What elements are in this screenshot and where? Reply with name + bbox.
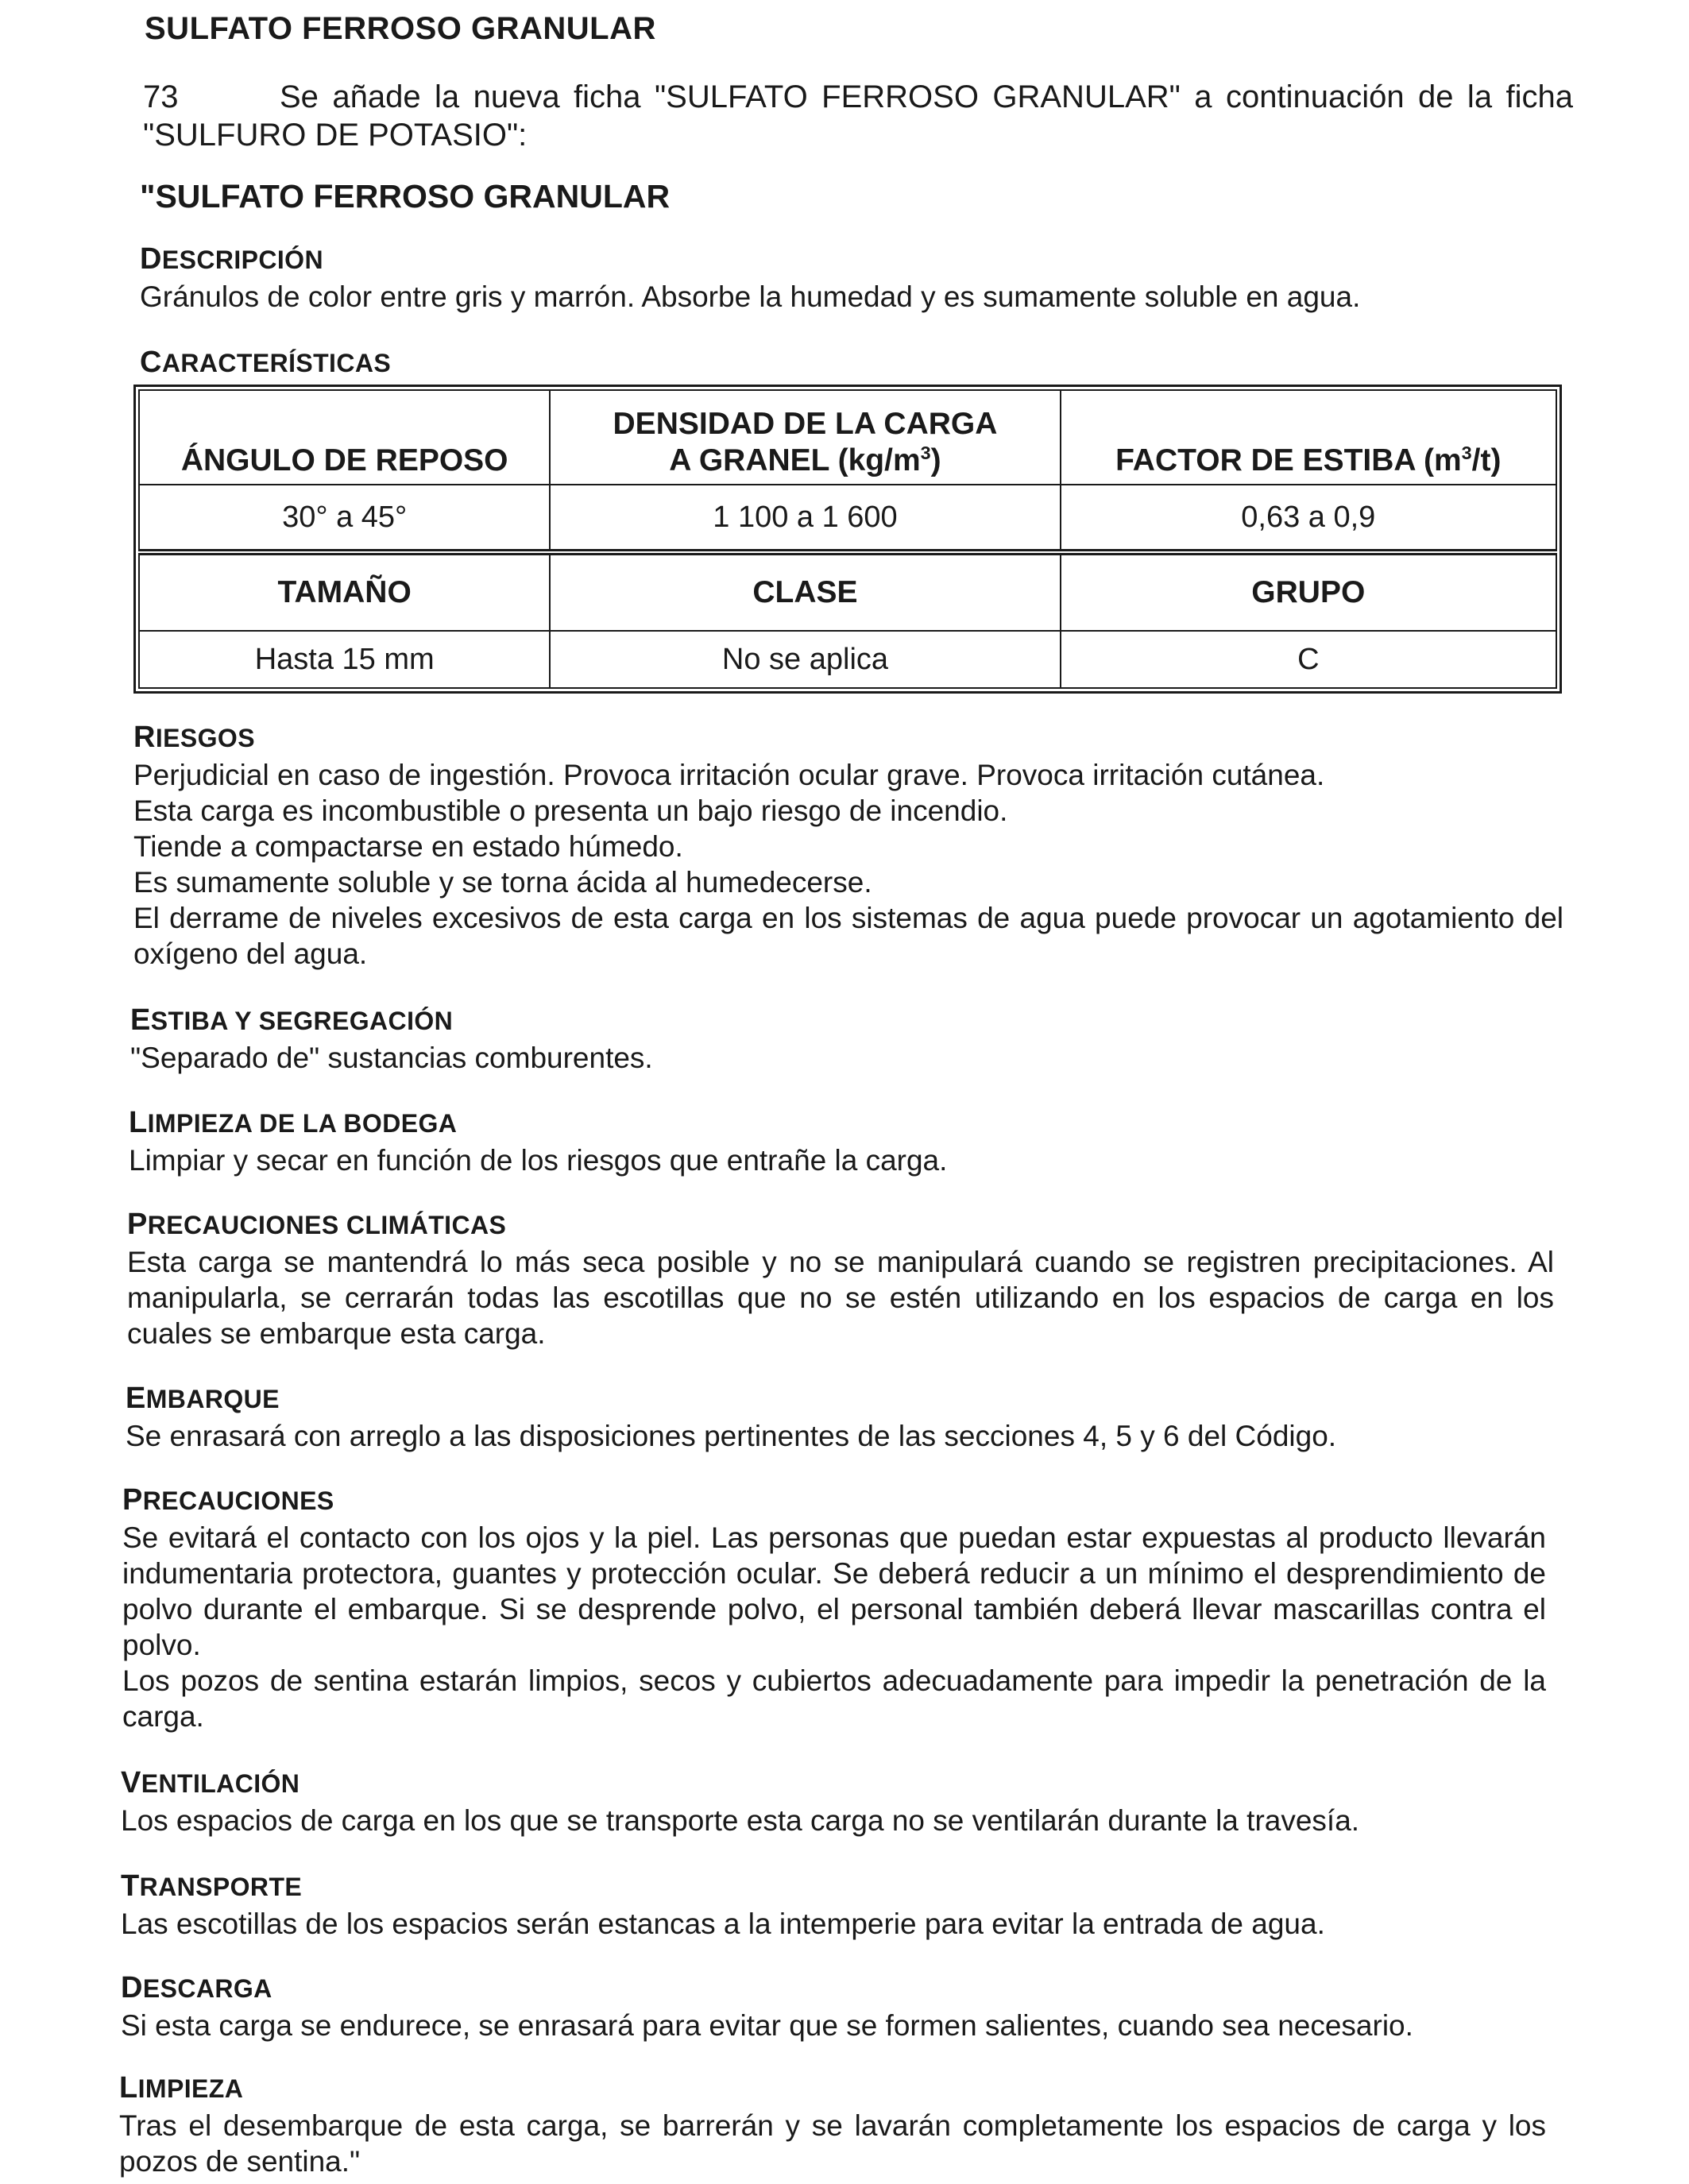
heading-rest: IMPIEZA (137, 2074, 244, 2103)
section-text: Las escotillas de los espacios serán estancas a la intemperie para evitar la entrada de agua. (121, 1908, 1325, 1940)
section-heading (119, 2072, 1546, 2105)
heading-first-letter: V (121, 1766, 141, 1799)
amendment-paragraph (143, 78, 1573, 154)
section-heading (121, 1870, 1543, 1903)
riesgo-line: Tiende a compactarse en estado húmedo. (133, 830, 683, 863)
characteristics-table (133, 385, 1562, 694)
heading-rest: STIBA Y SEGREGACIÓN (150, 1007, 454, 1035)
table-row (139, 485, 1556, 552)
section-text (122, 1520, 1546, 1734)
entry-title: "SULFATO FERROSO GRANULAR (140, 178, 671, 215)
value-densidad: 1 100 a 1 600 (550, 485, 1060, 552)
section-heading (133, 721, 1563, 754)
section-ventilacion (121, 1767, 1543, 1838)
running-head: SULFATO FERROSO GRANULAR (145, 11, 656, 46)
header-angulo-reposo: ÁNGULO DE REPOSO (139, 390, 550, 485)
table-row (139, 631, 1556, 688)
section-precauciones (122, 1484, 1546, 1734)
table-header-row (139, 552, 1556, 631)
table-header-row (139, 390, 1556, 485)
amendment-text: Se añade la nueva ficha "SULFATO FERROSO GRANULAR" a continuación de la ficha "SULFURO DE POTASIO": (143, 79, 1573, 153)
heading-rest: RECAUCIONES (142, 1486, 334, 1515)
section-estiba (130, 1004, 1552, 1076)
header-clase: CLASE (550, 552, 1060, 631)
heading-first-letter: E (126, 1382, 146, 1415)
heading-rest: ESCRIPCIÓN (161, 245, 323, 274)
section-caracteristicas (140, 346, 1562, 382)
heading-rest: ESCARGA (142, 1974, 272, 2003)
section-heading (122, 1484, 1546, 1517)
amendment-number: 73 (143, 79, 179, 114)
section-text: Los espacios de carga en los que se transporte esta carga no se ventilarán durante la travesía. (121, 1804, 1360, 1837)
section-text: Gránulos de color entre gris y marrón. Absorbe la humedad y es sumamente soluble en agua. (140, 280, 1361, 313)
heading-rest: MBARQUE (145, 1385, 280, 1413)
precaucion-paragraph: Los pozos de sentina estarán limpios, secos y cubiertos adecuadamente para impedir la penetración de la carga. (122, 1664, 1546, 1733)
heading-first-letter: L (129, 1106, 148, 1139)
section-heading (130, 1004, 1552, 1037)
value-clase: No se aplica (550, 631, 1060, 688)
heading-rest: ENTILACIÓN (141, 1769, 300, 1798)
heading-first-letter: R (133, 721, 156, 754)
heading-first-letter: C (140, 346, 162, 379)
section-text: Tras el desembarque de esta carga, se barrerán y se lavarán completamente los espacios de carga y los pozos de sentina." (119, 2109, 1546, 2178)
section-embarque (126, 1382, 1548, 1454)
section-text: Se enrasará con arreglo a las disposiciones pertinentes de las secciones 4, 5 y 6 del Código. (126, 1420, 1337, 1452)
header-densidad: DENSIDAD DE LA CARGA A GRANEL $(kg/m^3)$ (550, 390, 1060, 485)
section-heading (129, 1107, 1551, 1139)
section-text: Si esta carga se endurece, se enrasará para evitar que se formen salientes, cuando sea necesario. (121, 2009, 1413, 2042)
section-heading (121, 1972, 1543, 2004)
heading-rest: ARACTERÍSTICAS (161, 349, 392, 377)
section-text: "Separado de" sustancias comburentes. (130, 1042, 653, 1074)
heading-first-letter: P (127, 1208, 148, 1241)
heading-rest: IESGOS (155, 724, 255, 752)
heading-first-letter: L (119, 2071, 138, 2105)
value-tamano: Hasta 15 mm (139, 631, 550, 688)
header-grupo: GRUPO (1061, 552, 1556, 631)
header-factor-estiba: FACTOR DE ESTIBA $(m^3/t)$ (1061, 390, 1556, 485)
heading-first-letter: D (121, 1971, 143, 2004)
precaucion-paragraph: Se evitará el contacto con los ojos y la piel. Las personas que puedan estar expuestas al producto llevarán indumentaria protectora, guantes y protección ocular. Se deberá reducir a un mínimo el desprendimiento de polvo durante el embarque. Si se desprende polvo, el personal también deberá llevar mascarillas contra el polvo. (122, 1521, 1546, 1661)
section-text: Esta carga se mantendrá lo más seca posible y no se manipulará cuando se registren precipitaciones. Al manipularla, se cerrarán todas las escotillas que no se estén utilizando en los espacios de carga en los cuales se embarque esta carga. (127, 1246, 1554, 1350)
value-grupo: C (1061, 631, 1556, 688)
riesgo-line: El derrame de niveles excesivos de esta carga en los sistemas de agua puede provocar un agotamiento del oxígeno del agua. (133, 902, 1563, 970)
section-heading (121, 1767, 1543, 1799)
value-factor-estiba: 0,63 a 0,9 (1061, 485, 1556, 552)
section-text: Limpiar y secar en función de los riesgos que entrañe la carga. (129, 1144, 948, 1177)
heading-first-letter: P (122, 1483, 143, 1517)
header-tamano: TAMAÑO (139, 552, 550, 631)
section-limpieza (119, 2072, 1546, 2179)
section-heading (140, 243, 1562, 276)
section-riesgos (133, 721, 1563, 972)
value-angulo-reposo: 30° a 45° (139, 485, 550, 552)
heading-first-letter: D (140, 242, 162, 276)
section-descarga (121, 1972, 1543, 2043)
section-heading (127, 1208, 1554, 1241)
heading-first-letter: T (121, 1869, 140, 1903)
section-text (133, 757, 1563, 972)
section-limpieza-bodega (129, 1107, 1551, 1178)
heading-rest: RECAUCIONES CLIMÁTICAS (147, 1211, 507, 1239)
section-precauciones-climaticas (127, 1208, 1554, 1351)
riesgo-line: Esta carga es incombustible o presenta un bajo riesgo de incendio. (133, 794, 1008, 827)
riesgo-line: Es sumamente soluble y se torna ácida al humedecerse. (133, 866, 872, 899)
section-heading (126, 1382, 1548, 1415)
section-transporte (121, 1870, 1543, 1942)
section-descripcion (140, 243, 1562, 315)
section-heading (140, 346, 1562, 379)
heading-rest: RANSPORTE (139, 1873, 303, 1901)
riesgo-line: Perjudicial en caso de ingestión. Provoca irritación ocular grave. Provoca irritación cutánea. (133, 759, 1325, 791)
heading-rest: IMPIEZA DE LA BODEGA (147, 1109, 458, 1138)
heading-first-letter: E (130, 1003, 151, 1037)
